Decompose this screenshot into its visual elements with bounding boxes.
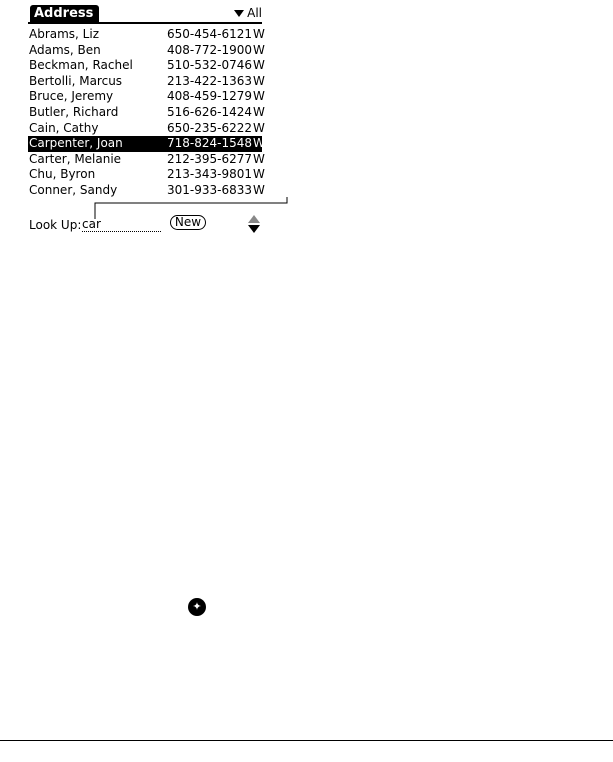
lookup-bar: [28, 214, 262, 234]
contact-phone-type: W: [253, 58, 265, 73]
contact-phone-type: W: [253, 104, 265, 119]
contact-name: Beckman, Rachel: [29, 58, 133, 73]
contact-phone-type: W: [253, 151, 265, 166]
contact-phone: 213-422-1363: [166, 73, 252, 88]
contact-name: Carpenter, Joan: [29, 136, 123, 151]
contact-row[interactable]: [28, 42, 265, 59]
scroll-arrows: [246, 214, 262, 234]
contact-phone: 408-459-1279: [166, 89, 252, 104]
contact-name: Adams, Ben: [29, 42, 101, 57]
contact-phone-type: W: [253, 120, 265, 135]
contact-phone-type: W: [253, 89, 265, 104]
contact-phone: 650-235-6222: [166, 120, 252, 135]
contact-phone-type: W: [253, 73, 265, 88]
contact-row[interactable]: [28, 182, 265, 199]
contact-name: Bertolli, Marcus: [29, 73, 123, 88]
contact-row[interactable]: [28, 120, 265, 137]
new-button[interactable]: New: [170, 215, 206, 230]
contact-phone-type: W: [253, 42, 265, 57]
contact-name: Conner, Sandy: [29, 182, 118, 197]
app-title[interactable]: Address: [30, 5, 99, 22]
contact-phone: 650-454-6121: [166, 27, 252, 41]
contact-phone: 718-824-1548: [166, 136, 252, 151]
contact-name: Carter, Melanie: [29, 151, 122, 166]
contact-row[interactable]: [28, 58, 265, 74]
contact-row[interactable]: [28, 167, 265, 183]
contact-phone-type: W: [253, 136, 265, 151]
contact-name: Butler, Richard: [29, 104, 119, 119]
contact-phone: 212-395-6277: [166, 151, 252, 166]
contact-list: [28, 27, 265, 199]
contact-name: Bruce, Jeremy: [29, 89, 114, 104]
contact-phone-type: W: [253, 182, 265, 197]
lookup-input[interactable]: [82, 217, 161, 232]
contact-name: Abrams, Liz: [29, 27, 100, 41]
scroll-down-icon[interactable]: [248, 225, 260, 233]
contact-phone-type: W: [253, 27, 265, 41]
contact-phone: 516-626-1424: [166, 104, 252, 119]
title-bar: [28, 4, 262, 24]
contact-name: Cain, Cathy: [29, 120, 99, 135]
contact-phone: 510-532-0746: [166, 58, 252, 73]
contact-row[interactable]: [28, 27, 265, 43]
address-screen: [28, 4, 265, 237]
footer-divider: [0, 740, 613, 741]
category-label: All: [247, 6, 262, 20]
contact-phone: 301-933-6833: [166, 182, 252, 197]
contact-row[interactable]: [28, 89, 265, 105]
scroll-up-icon[interactable]: [248, 215, 260, 223]
contact-phone: 408-772-1900: [166, 42, 252, 57]
contact-phone-type: W: [253, 167, 265, 182]
contact-row[interactable]: [28, 104, 265, 121]
triangle-down-icon: [234, 10, 244, 17]
contact-phone: 213-343-9801: [166, 167, 252, 182]
contact-row[interactable]: [28, 73, 265, 90]
category-picker[interactable]: [234, 5, 262, 21]
contact-name: Chu, Byron: [29, 167, 96, 182]
tip-icon: ✦: [188, 598, 206, 616]
lookup-label: Look Up:: [29, 218, 82, 232]
contact-row[interactable]: [28, 151, 265, 168]
contact-row[interactable]: [28, 136, 265, 152]
